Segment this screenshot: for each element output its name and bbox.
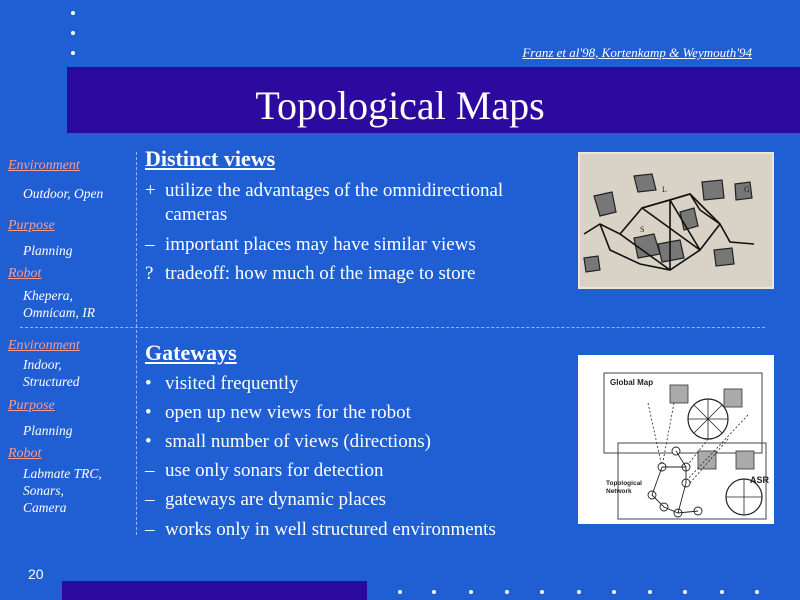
citation: Franz et al'98, Kortenkamp & Weymouth'94 [522, 45, 752, 60]
decor-dot [755, 590, 759, 594]
side-value-purpose: Planning [23, 423, 73, 438]
topological-label: Topological [606, 480, 642, 487]
column-divider [136, 330, 138, 535]
list-item: – important places may have similar views [145, 234, 476, 255]
decor-dot [505, 590, 509, 594]
list-item-continuation: cameras [165, 204, 228, 225]
network-label: Network [606, 488, 632, 495]
decor-dot [612, 590, 616, 594]
list-item: • open up new views for the robot [145, 402, 411, 423]
list-item: – use only sonars for detection [145, 460, 384, 481]
section-divider [20, 327, 765, 328]
decor-dot [71, 31, 75, 35]
side-value-robot: Camera [23, 500, 67, 515]
page-number: 20 [28, 566, 44, 582]
side-label-robot: Robot [8, 266, 42, 281]
list-item: – works only in well structured environments [145, 519, 496, 540]
topological-map-figure [578, 152, 774, 289]
side-label-environment: Environment [8, 158, 80, 173]
side-label-robot: Robot [8, 446, 42, 461]
side-value-robot: Sonars, [23, 483, 64, 498]
topological-map-drawing [580, 154, 772, 287]
section-heading-distinct-views: Distinct views [145, 146, 276, 171]
side-value-environment: Outdoor, Open [23, 186, 104, 201]
side-label-purpose: Purpose [8, 218, 55, 233]
side-value-environment: Structured [23, 374, 80, 389]
decor-dot [71, 51, 75, 55]
decor-dot [71, 11, 75, 15]
side-value-robot: Labmate TRC, [23, 466, 102, 481]
decor-dot [720, 590, 724, 594]
list-item: – gateways are dynamic places [145, 489, 387, 510]
side-value-environment: Indoor, [23, 357, 62, 372]
map-label-l: L [662, 185, 667, 194]
section-heading-gateways: Gateways [145, 340, 237, 365]
gateway-network-figure [578, 355, 774, 524]
decor-dot [683, 590, 687, 594]
side-label-environment: Environment [8, 338, 80, 353]
list-item: + utilize the advantages of the omnidirectional [145, 180, 504, 201]
decor-dot [577, 590, 581, 594]
bottom-bar [62, 581, 367, 600]
side-label-purpose: Purpose [8, 398, 55, 413]
gateway-network-drawing [578, 355, 774, 524]
column-divider [136, 152, 138, 327]
decor-dot [398, 590, 402, 594]
page-title: Topological Maps [255, 83, 545, 128]
map-label-g: G₁ [744, 185, 753, 194]
global-map-label: Global Map [610, 378, 654, 387]
list-item: • small number of views (directions) [145, 431, 431, 452]
side-value-robot: Omnicam, IR [23, 305, 95, 320]
side-value-robot: Khepera, [23, 288, 73, 303]
decor-dot [469, 590, 473, 594]
map-label-s: S [640, 225, 645, 234]
asr-label: ASR [750, 475, 770, 485]
list-item: ? tradeoff: how much of the image to store [145, 263, 476, 284]
decor-dot [540, 590, 544, 594]
list-item: • visited frequently [145, 373, 299, 394]
decor-dot [432, 590, 436, 594]
side-value-purpose: Planning [23, 243, 73, 258]
decor-dot [648, 590, 652, 594]
